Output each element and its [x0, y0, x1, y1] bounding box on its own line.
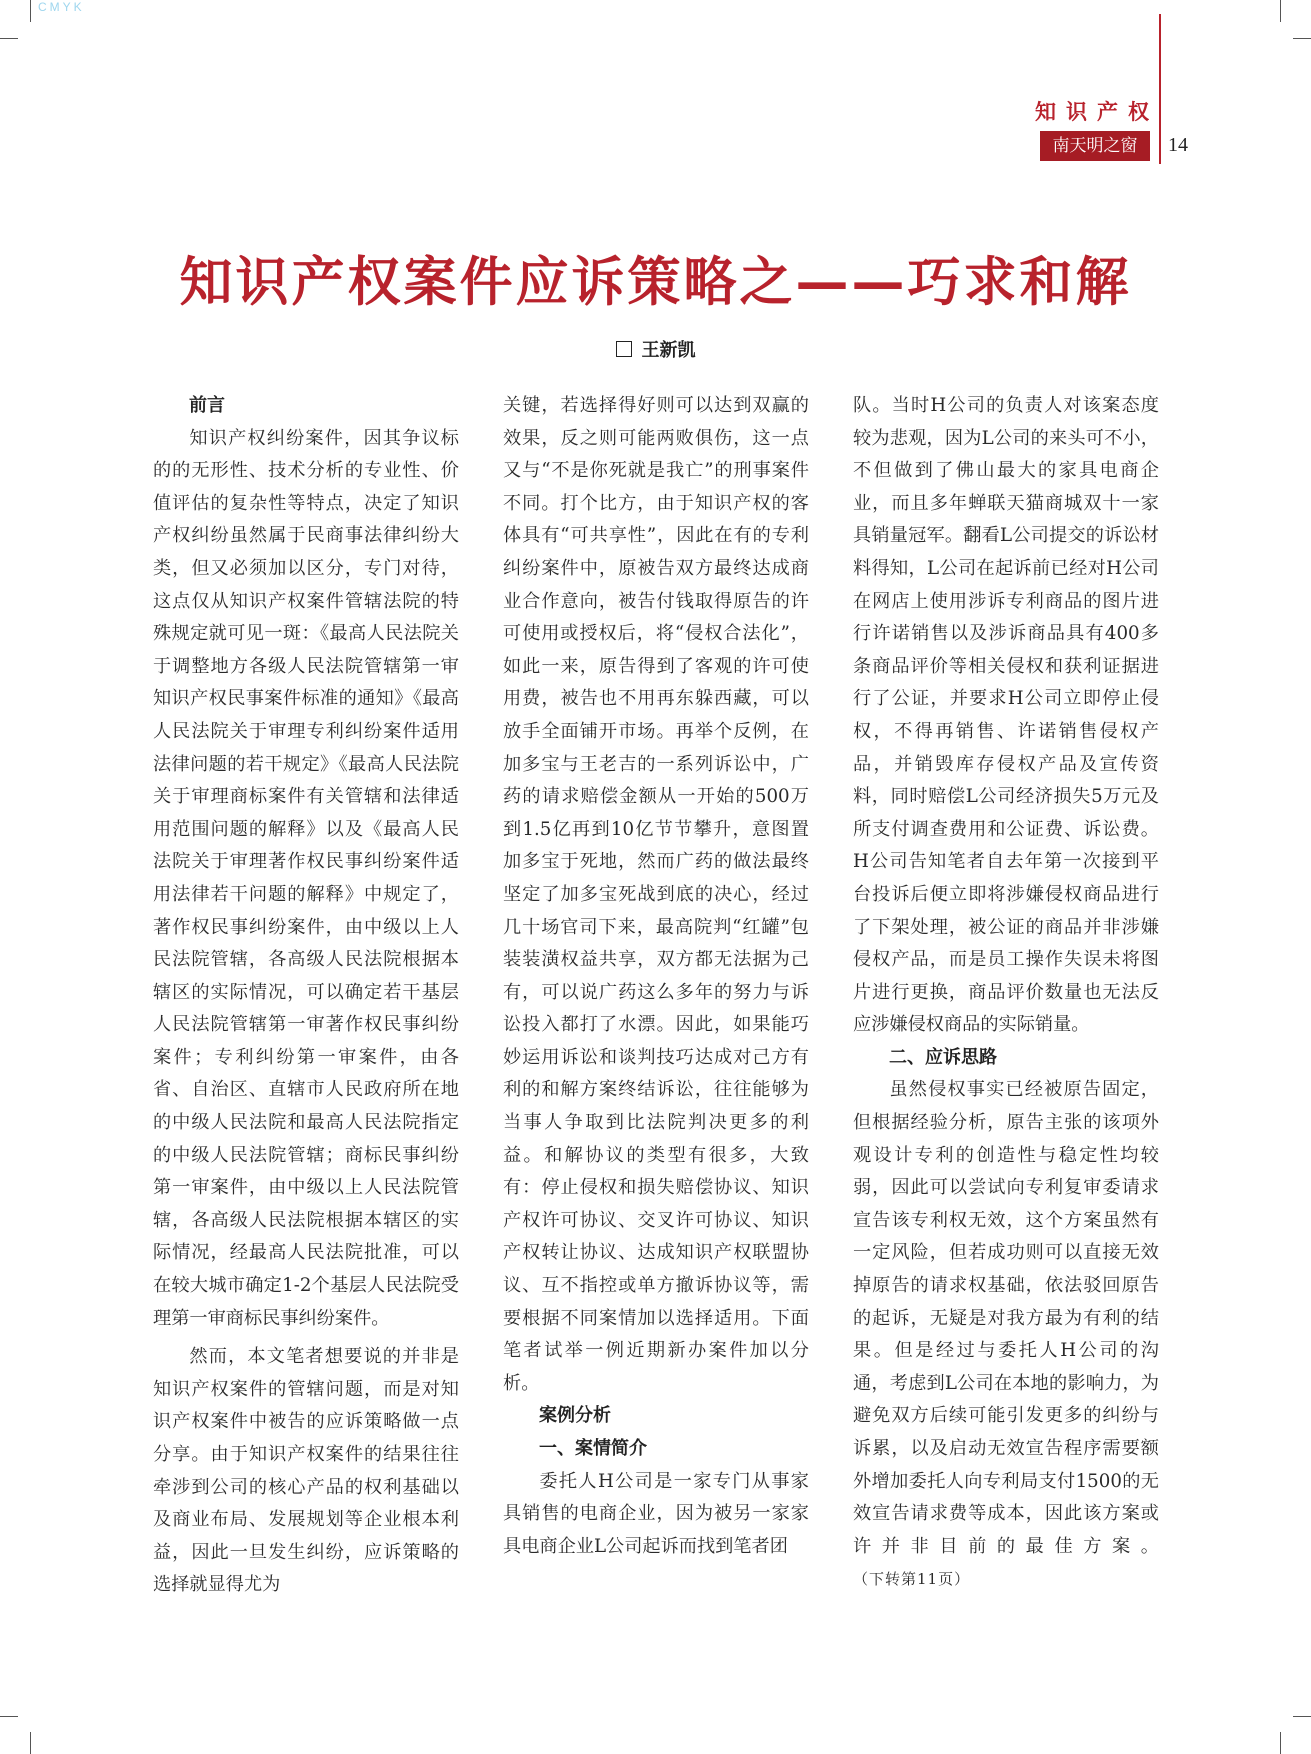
- crop-mark: [30, 0, 31, 22]
- paragraph-text: 虽然侵权事实已经被原告固定，但根据经验分析，原告主张的该项外观设计专利的创造性与稳定性均较弱，因此可以尝试向专利复审委请求宣告该专利权无效，这个方案虽然有一定风险，但若成功则可以直接无效掉原告的请求权基础，依法驳回原告的起诉，无疑是对我方最为有利的结果。但是经过与委托人H公司的沟通，考虑到L公司在本地的影响力，为避免双方后续可能引发更多的纠纷与诉累，以及启动无效宣告程序需要额外增加委托人向专利局支付1500的无效宣告请求费等成本，因此该方案或许并非目前的最佳方案。: [853, 1079, 1159, 1557]
- continued-note: （下转第11页）: [853, 1570, 971, 1589]
- heading-case-intro: 一、案情简介: [539, 1438, 647, 1459]
- heading-defense-strategy: 二、应诉思路: [889, 1046, 997, 1068]
- heading-case-analysis: 案例分析: [539, 1405, 611, 1427]
- crop-mark: [0, 38, 18, 39]
- paragraph-continued: 队。当时H公司的负责人对该案态度较为悲观，因为L公司的来头可不小，不但做到了佛山最大的家具电商企业，而且多年蝉联天猫商城双十一家具销量冠军。翻看L公司提交的诉讼材料得知，L公司在起诉前已经对H公司在网店上使用涉诉专利商品的图片进行许诺销售以及涉诉商品具有400多条商品评价等相关侵权和获利证据进行了公证，并要求H公司立即停止侵权，不得再销售、许诺销售侵权产品，并销毁库存侵权产品及宣传资料，同时赔偿L公司经济损失5万元及所支付调查费用和公证费、诉讼费。H公司告知笔者自去年第一次接到平台投诉后便立即将涉嫌侵权商品进行了下架处理，被公证的商品并非涉嫌侵权产品，而是员工操作失误未将图片进行更换，商品评价数量也无法反应涉嫌侵权商品的实际销量。: [853, 395, 1159, 1036]
- paragraph: 委托人H公司是一家专门从事家具销售的电商企业，因为被另一家家具电商企业L公司起诉而找到笔者团: [503, 1470, 809, 1557]
- header-divider: [1159, 14, 1161, 164]
- paragraph: [853, 1074, 1159, 1596]
- author-line: [0, 336, 1311, 362]
- column-name-badge: 南天明之窗: [1040, 131, 1150, 161]
- crop-mark: [1280, 0, 1281, 22]
- crop-mark: [1293, 1716, 1311, 1717]
- author-name: 王新凯: [641, 340, 696, 361]
- crop-mark: [30, 1732, 31, 1754]
- text-column-1: [153, 390, 459, 1602]
- article-title: 知识产权案件应诉策略之——巧求和解: [179, 252, 1132, 313]
- author-box-icon: [616, 341, 632, 357]
- crop-mark: [0, 1716, 18, 1717]
- paragraph-continued: 关键，若选择得好则可以达到双赢的效果，反之则可能两败俱伤，这一点又与“不是你死就是我亡”的刑事案件不同。打个比方，由于知识产权的客体具有“可共享性”，因此在有的专利纠纷案件中，原被告双方最终达成商业合作意向，被告付钱取得原告的许可使用或授权后，将“侵权合法化”，如此一来，原告得到了客观的许可使用费，被告也不用再东躲西藏，可以放手全面铺开市场。再举个反例，在加多宝与王老吉的一系列诉讼中，广药的请求赔偿金额从一开始的500万到1.5亿再到10亿节节攀升，意图置加多宝于死地，然而广药的做法最终坚定了加多宝死战到底的决心，经过几十场官司下来，最高院判“红罐”包装装潢权益共享，双方都无法据为己有，可以说广药这么多年的努力与诉讼投入都打了水漂。因此，如果能巧妙运用诉讼和谈判技巧达成对己方有利的和解方案终结诉讼，往往能够为当事人争取到比法院判决更多的利益。和解协议的类型有很多，大致有：停止侵权和损失赔偿协议、知识产权许可协议、交叉许可协议、知识产权转让协议、达成知识产权联盟协议、互不指控或单方撤诉协议等，需要根据不同案情加以选择适用。下面笔者试举一例近期新办案件加以分析。: [503, 395, 809, 1394]
- crop-mark: [1293, 38, 1311, 39]
- text-column-2: [503, 390, 809, 1563]
- page-number: 14: [1168, 134, 1188, 156]
- text-column-3: [853, 390, 1159, 1596]
- section-label: 知识产权: [1035, 101, 1159, 124]
- paragraph: 知识产权纠纷案件，因其争议标的的无形性、技术分析的专业性、价值评估的复杂性等特点，决定了知识产权纠纷虽然属于民商事法律纠纷大类，但又必须加以区分，专门对待，这点仅从知识产权案件管辖法院的特殊规定就可见一斑：《最高人民法院关于调整地方各级人民法院管辖第一审知识产权民事案件标准的通知》《最高人民法院关于审理专利纠纷案件适用法律问题的若干规定》《最高人民法院关于审理商标案件有关管辖和法律适用范围问题的解释》以及《最高人民法院关于审理著作权民事纠纷案件适用法律若干问题的解释》中规定了，著作权民事纠纷案件，由中级以上人民法院管辖，各高级人民法院根据本辖区的实际情况，可以确定若干基层人民法院管辖第一审著作权民事纠纷案件；专利纠纷第一审案件，由各省、自治区、直辖市人民政府所在地的中级人民法院和最高人民法院指定的中级人民法院管辖；商标民事纠纷第一审案件，由中级以上人民法院管辖，各高级人民法院根据本辖区的实际情况，经最高人民法院批准，可以在较大城市确定1-2个基层人民法院受理第一审商标民事纠纷案件。: [153, 427, 459, 1329]
- paragraph: 然而，本文笔者想要说的并非是知识产权案件的管辖问题，而是对知识产权案件中被告的应诉策略做一点分享。由于知识产权案件的结果往往牵涉到公司的核心产品的权利基础以及商业布局、发展规划等企业根本利益，因此一旦发生纠纷，应诉策略的选择就显得尤为: [153, 1346, 459, 1596]
- crop-mark: [1280, 1732, 1281, 1754]
- cmyk-color-bar: CMYK: [38, 0, 85, 14]
- heading-preface: 前言: [189, 395, 225, 416]
